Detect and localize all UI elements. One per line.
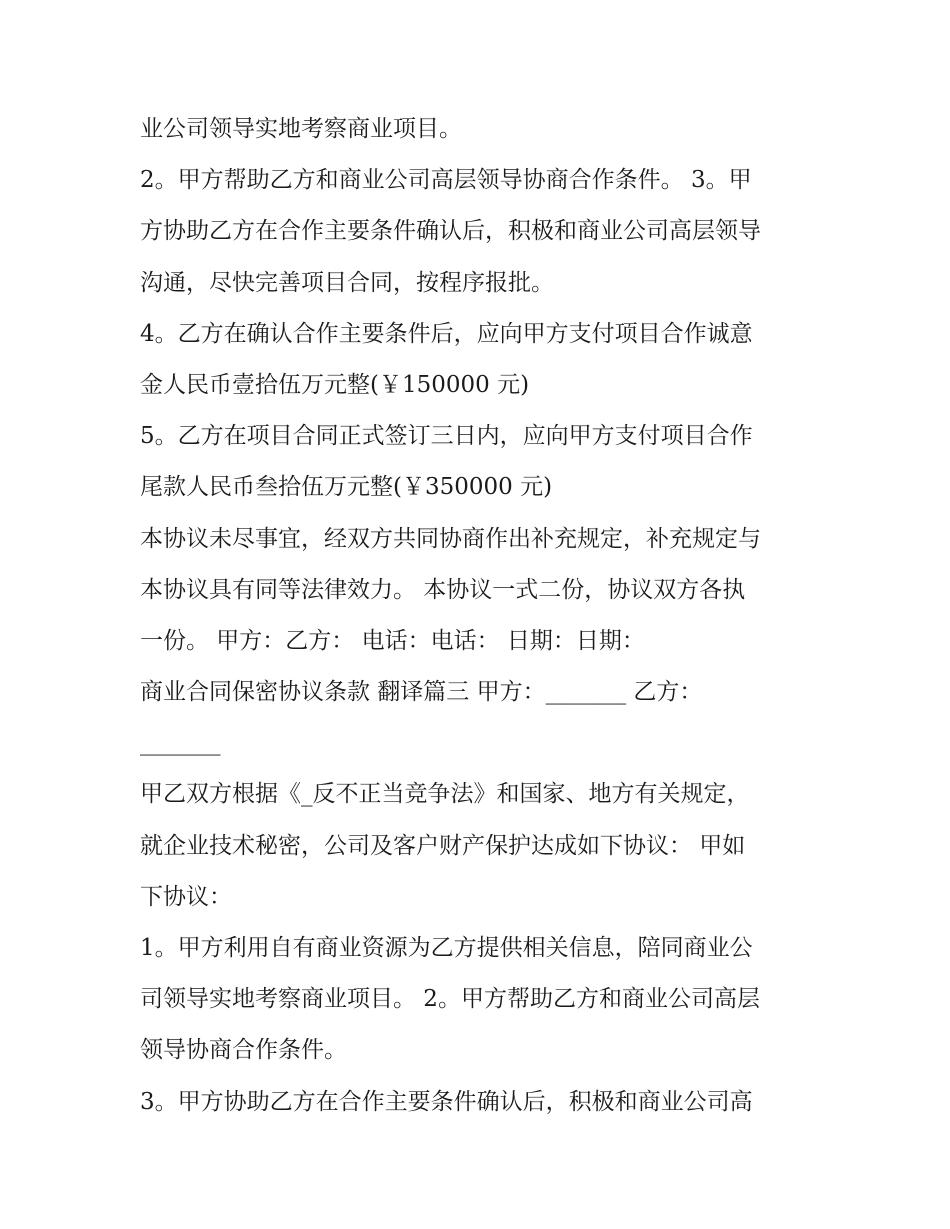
text-line: 4。乙方在确认合作主要条件后，应向甲方支付项目合作诚意 [140,320,753,347]
text-line: 金人民币壹拾伍万元整(￥150000 元) [140,371,530,398]
text-line: 司领导实地考察商业项目。 2。甲方帮助乙方和商业公司高层 [140,986,760,1013]
text-line: 一份。 甲方：乙方： 电话：电话： 日期：日期： [140,627,645,654]
text-line: 业公司领导实地考察商业项目。 [140,116,462,142]
text-line: 就企业技术秘密，公司及客户财产保护达成如下协议： 甲如 [140,832,746,859]
text-line: 沟通，尽快完善项目合同，按程序报批。 [140,269,554,296]
text-line: 2。甲方帮助乙方和商业公司高层领导协商合作条件。 3。甲 [140,167,752,194]
document-body [140,104,830,1128]
text-line: 甲乙双方根据《_反不正当竞争法》和国家、地方有关规定， [140,781,750,808]
text-line: 3。甲方协助乙方在合作主要条件确认后，积极和商业公司高 [140,1088,753,1115]
text-line: 商业合同保密协议条款 翻译篇三 甲方：_______ 乙方： [140,679,703,706]
text-line: 尾款人民币叁拾伍万元整(￥350000 元) [140,474,553,501]
text-line: 本协议未尽事宜，经双方共同协商作出补充规定，补充规定与 [140,525,761,552]
text-line: 方协助乙方在合作主要条件确认后，积极和商业公司高层领导 [140,218,761,245]
text-line: 5。乙方在项目合同正式签订三日内，应向甲方支付项目合作 [140,423,753,450]
text-line: 下协议： [140,883,232,910]
text-line: 本协议具有同等法律效力。 本协议一式二份，协议双方各执 [140,576,746,603]
text-line: _______ [140,730,221,757]
text-line: 1。甲方利用自有商业资源为乙方提供相关信息，陪同商业公 [140,935,753,961]
text-line: 领导协商合作条件。 [140,1037,347,1064]
